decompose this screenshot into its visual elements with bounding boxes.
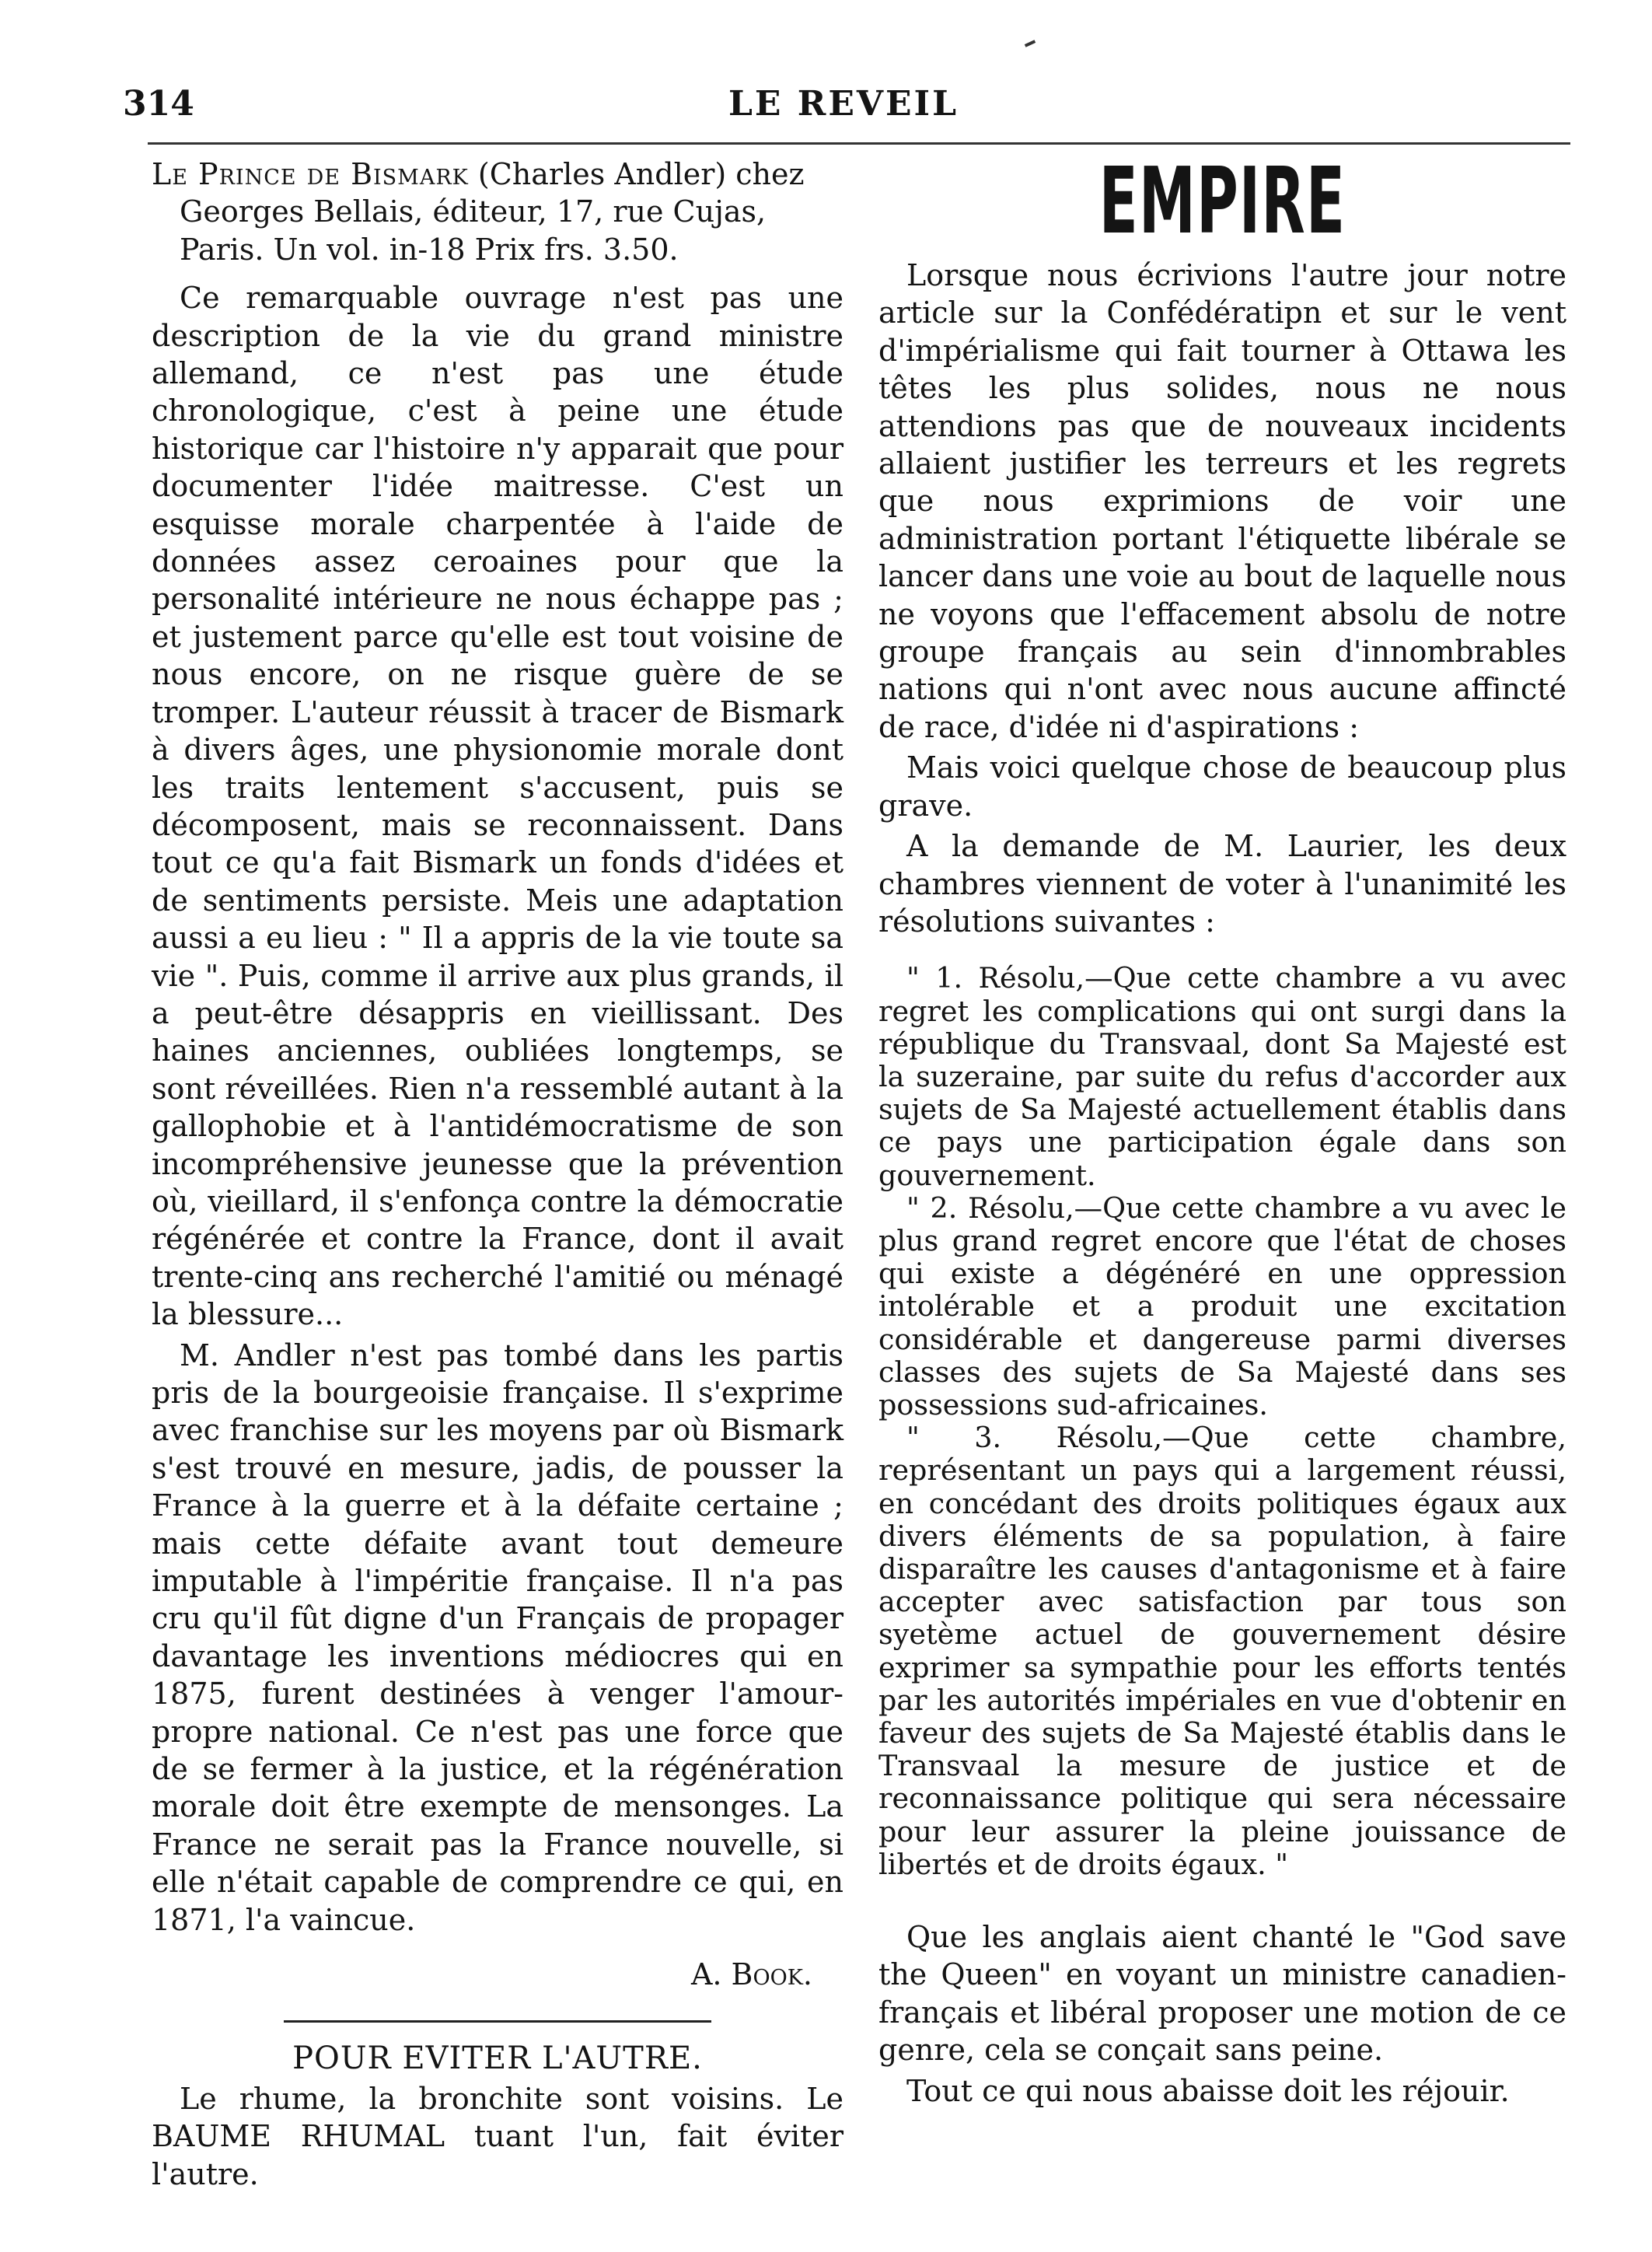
right-column (878, 147, 1566, 2113)
resolution-2: " 2. Résolu,—Que cette chambre a vu avec le plus grand regret encore que l'état de choses qui existe a dégénéré en une oppression intolérable et a produit une excitation considérable et dangereuse parmi diverses classes des sujets de Sa Majesté dans ses possessions sud-africaines. (878, 1191, 1566, 1421)
book-review-heading (152, 156, 843, 268)
article-title: EMPIRE (1098, 147, 1346, 254)
running-title: LE REVEIL (728, 84, 959, 124)
book-details: (Charles Andler) chez Georges Bellais, éditeur, 17, rue Cujas, Paris. Un vol. in-18 Prix frs. 3.50. (180, 157, 805, 267)
review-paragraph-2: M. Andler n'est pas tombé dans les partis pris de la bourgeoisie française. Il s'exprime avec franchise sur les moyens par où Bismark s'est trouvé en mesure, jadis, de pousser la France à la guerre et à la défaite certaine ; mais cette défaite avant tout demeure imputable à l'impéritie française. Il n'a pas cru qu'il fût digne d'un Français de propager davantage les inventions médiocres qui en 1875, furent destinées à venger l'amour-propre national. Ce n'est pas une force que de se fermer à la justice, et la régénération morale doit être exempte de mensonges. La France ne serait pas la France nouvelle, si elle n'était capable de comprendre ce qui, en 1871, l'a vaincue. (152, 1338, 843, 1937)
article-paragraph-1: Lorsque nous écrivions l'autre jour notre article sur la Confédératipn et sur le vent d'impérialisme qui fait tourner à Ottawa les têtes les plus solides, nous ne nous attendions pas que de nouveaux incidents allaient justifier les terreurs et les regrets que nous exprimions de voir une administration portant l'étiquette libérale se lancer dans une voie au bout de laquelle nous ne voyons que l'effacement absolu de notre groupe français au sein d'innombrables nations qui n'ont avec nous aucune affincté de race, d'idée ni d'aspirations : (878, 258, 1566, 744)
notice-text: Le rhume, la bronchite sont voisins. Le BAUME RHUMAL tuant l'un, fait éviter l'autre. (152, 2081, 843, 2191)
book-title: Le Prince de Bismark (152, 157, 469, 191)
closing-paragraph-2: Tout ce qui nous abaisse doit les réjouir. (906, 2073, 1510, 2108)
resolution-1: " 1. Résolu,—Que cette chambre a vu avec regret les complications qui ont surgi dans la république du Transvaal, dont Sa Majesté est la suzeraine, par suite du refus d'accorder aux sujets de Sa Majesté actuellement établis dans ce pays une participation égale dans son gouvernement. (878, 961, 1566, 1192)
page-header (117, 84, 1570, 138)
resolution-3: " 3. Résolu,—Que cette chambre, représentant un pays qui a largement réussi, en concédant des droits politiques égaux aux divers éléments de sa population, à faire disparaître les causes d'antagonisme et à faire accepter avec satisfaction par tous son syetème actuel de gouvernement désire exprimer sa sympathie pour les efforts tentés par les autorités impériales en vue d'obtenir en faveur des sujets de Sa Majesté établis dans le Transvaal la mesure de justice et de reconnaissance politique qui sera nécessaire pour leur assurer la pleine jouissance de libertés et de droits égaux. " (878, 1421, 1566, 1881)
review-paragraph-1: Ce remarquable ouvrage n'est pas une description de la vie du grand ministre allemand, ce n'est pas une étude chronologique, c'est à peine une étude historique car l'histoire n'y apparait que pour documenter l'idée maitresse. C'est un esquisse morale charpentée à l'aide de données assez ceroaines pour que la personalité intérieure ne nous échappe pas ; et justement parce qu'elle est tout voisine de nous encore, on ne risque guère de se tromper. L'auteur réussit à tracer de Bismark à divers âges, une physionomie morale dont les traits lentement s'accusent, puis se décomposent, mais se reconnaissent. Dans tout ce qu'a fait Bismark un fonds d'idées et de sentiments persiste. Meis une adaptation aussi a eu lieu : " Il a appris de la vie toute sa vie ". Puis, comme il arrive aux plus grands, il a peut-être désappris en vieillissant. Des haines anciennes, oubliées longtemps, se sont réveillées. Rien n'a ressemblé autant à la gallophobie et à l'antidémocratisme de son incompréhensive jeunesse que la prévention où, vieillard, il s'enfonça contre la démocratie régénérée et contre la France, dont il avait trente-cinq ans recherché l'amitié ou ménagé la blessure... (152, 281, 843, 1332)
section-divider (284, 2020, 711, 2023)
closing-paragraph-1: Que les anglais aient chanté le "God save the Queen" en voyant un ministre canadien-français et libéral proposer une motion de ce genre, cela se conçait sans peine. (878, 1920, 1566, 2068)
resolutions-block (878, 962, 1566, 1881)
article-paragraph-3: A la demande de M. Laurier, les deux chambres viennent de voter à l'unanimité les résolutions suivantes : (878, 829, 1566, 939)
notice-title: POUR EVITER L'AUTRE. (292, 2040, 703, 2076)
header-rule (148, 142, 1570, 145)
ink-speck (1025, 40, 1036, 47)
article-paragraph-2: Mais voici quelque chose de beaucoup plus grave. (878, 750, 1566, 823)
left-column (152, 156, 843, 2196)
page-number: 314 (123, 84, 194, 124)
review-signature: A. Book. (690, 1957, 812, 1992)
